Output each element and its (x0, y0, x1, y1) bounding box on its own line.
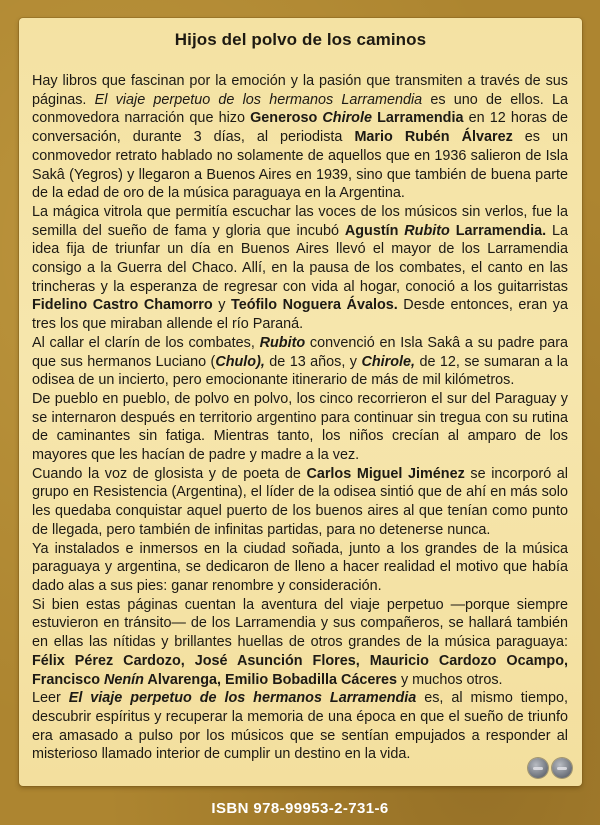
text-segment: La mágica vitrola que permitía escuchar las voces de los músicos sin verlos, fue la semilla del sueño de fama y gloria que incubó (32, 203, 568, 239)
text-segment: y muchos otros. (396, 671, 503, 688)
text-segment: Leer (32, 690, 69, 707)
body-text (32, 72, 568, 764)
text-segment: y (212, 297, 231, 314)
emphasized-text: Rubito (259, 334, 306, 351)
text-segment: es un conmovedor retrato hablado no solamente de aquellos que en 1936 salieron de Isla Sakâ (Yegros) y llegaron a Buenos Aires en 1939, sino que también de buena parte de la edad de oro de la música paraguaya en la Argentina. (32, 129, 569, 202)
paragraph (32, 390, 568, 465)
back-cover-text-panel (19, 18, 582, 786)
text-segment: Si bien estas páginas cuentan la aventura del viaje perpetuo —porque siempre estuvieron en tránsito— de los Larramendia y sus compañeros, se hallará también en ellas las nítidas y brillantes huellas de otros grandes de la música paraguaya: (32, 596, 568, 651)
text-segment: es, al mismo tiempo, descubrir espíritus y recuperar la memoria de una época en que el sueño de triunfo era amasado a pulso por los músicos que se sentían empujados a responder al misterioso llamado interior de cumplir un destino en la vida. (32, 690, 568, 763)
emphasized-text: Chirole, (361, 353, 416, 370)
paragraph (32, 540, 568, 596)
emphasized-text: Mario Rubén Álvarez (354, 129, 513, 146)
text-segment: de 13 años, y (264, 353, 362, 370)
emphasized-text: Larramendia. (449, 222, 547, 239)
emphasized-text: Teófilo Noguera Ávalos. (230, 297, 398, 314)
paragraph (32, 689, 568, 764)
text-segment: De pueblo en pueblo, de polvo en polvo, los cinco recorrieron el sur del Paraguay y se internaron después en territorio argentino para continuar sin tregua con su rutina de caminantes sin fatiga. Mientras tanto, los niños crecían al amparo de los mayores que les hacían de padre y madre a la vez. (32, 390, 568, 464)
emphasized-text: Nenín (103, 671, 144, 688)
text-segment: de 12, se sumaran a la odisea de un incierto, pero emocionante itinerario de más de mil kilómetros. (32, 353, 568, 389)
paragraph (32, 203, 568, 334)
text-segment: Ya instalados e inmersos en la ciudad soñada, junto a los grandes de la música paraguaya y argentina, se dedicaron de lleno a hacer realidad el motivo que había dado alas a sus pies: ganar renombre y consideración. (32, 540, 568, 594)
page-title: Hijos del polvo de los caminos (174, 30, 427, 49)
circle-icon (528, 758, 548, 778)
emphasized-text: Larramendia (371, 110, 464, 127)
text-segment: Al callar el clarín de los combates, (32, 334, 260, 351)
emphasized-text: Fidelino Castro Chamorro (32, 297, 213, 314)
text-segment: se incorporó al grupo en Resistencia (Argentina), el líder de la odisea sintió que de ahí en más solo les quedaba conquistar aquel puerto de los buenos aires al que tenían como punto de llegada, pero también de infinitas partidas, para no detenerse nunca. (32, 465, 568, 538)
paragraph (32, 72, 568, 203)
emphasized-text: Alvarenga, Emilio Bobadilla Cáceres (143, 671, 397, 688)
paragraph (32, 334, 568, 390)
circle-icon (552, 758, 572, 778)
text-segment: en 12 horas de conversación, durante 3 días, al periodista (32, 110, 568, 146)
text-segment: Cuando la voz de glosista y de poeta de (32, 465, 307, 482)
emphasized-text: Carlos Miguel Jiménez (306, 465, 465, 482)
emphasized-text: El viaje perpetuo de los hermanos Larramendia (94, 91, 423, 108)
emphasized-text: Chirole (322, 110, 372, 127)
emphasized-text: Generoso (250, 110, 323, 127)
text-segment: es uno de ellos. La conmovedora narración que hizo (32, 91, 568, 127)
text-segment: Desde entonces, eran ya tres los que miraban allende el río Paraná. (32, 297, 568, 333)
text-segment: La idea fija de triunfar un día en Buenos Aires llevó el mayor de los Larramendia consigo a la Guerra del Chaco. Allí, en la pausa de los combates, el canto en las trincheras y la esperanza de regresar con vida al hogar, conoció a los guitarristas (32, 222, 568, 295)
emphasized-text: Chulo), (215, 353, 265, 370)
emphasized-text: Rubito (404, 222, 450, 239)
isbn-number: ISBN 978-99953-2-731-6 (211, 800, 389, 817)
paragraph (32, 465, 568, 540)
emphasized-text: Félix Pérez Cardozo, José Asunción Flores, Mauricio Cardozo Ocampo, Francisco (32, 652, 568, 688)
corner-icons (528, 758, 572, 778)
paragraph (32, 596, 568, 690)
text-segment: Hay libros que fascinan por la emoción y la pasión que transmiten a través de sus páginas. (32, 73, 568, 108)
text-segment: convenció en Isla Sakâ a su padre para que sus hermanos Luciano ( (32, 334, 568, 370)
emphasized-text: Agustín (344, 222, 405, 239)
emphasized-text: El viaje perpetuo de los hermanos Larramendia (68, 690, 417, 707)
